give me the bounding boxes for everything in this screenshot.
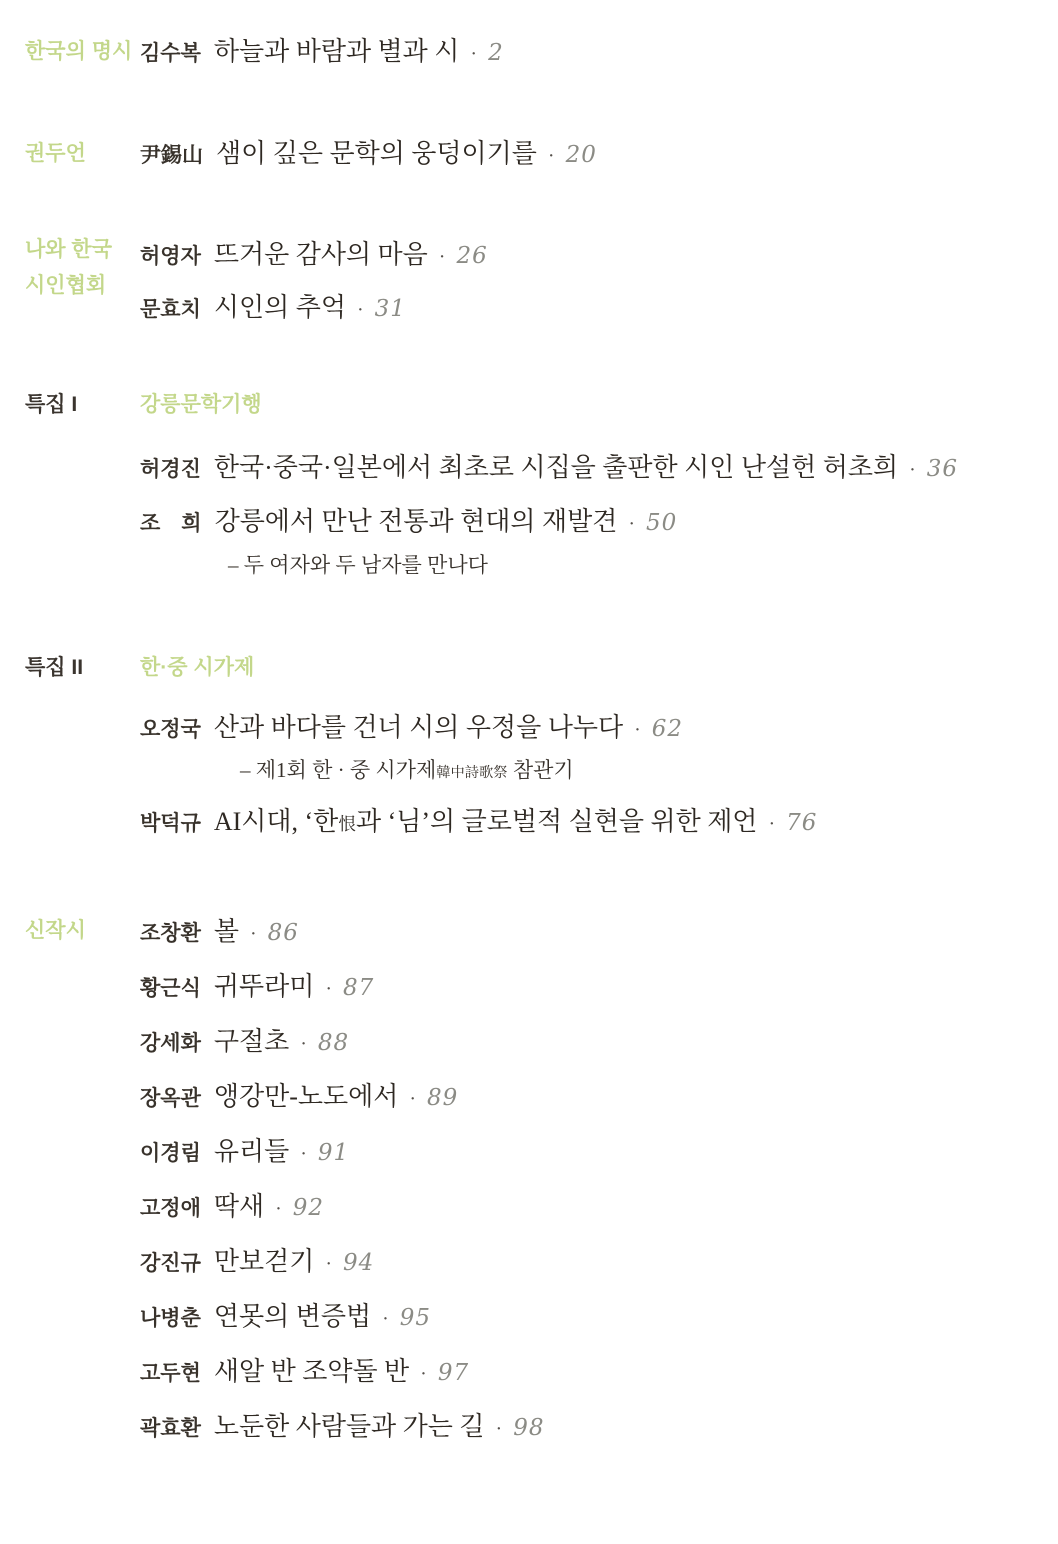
- entry-title: 볼: [213, 917, 239, 946]
- entry-author: 강진규: [140, 1252, 201, 1275]
- dot-separator: ·: [634, 719, 641, 741]
- entry-title: 산과 바다를 건너 시의 우정을 나누다: [213, 713, 624, 742]
- entry-author: 오정국: [140, 718, 201, 741]
- subtitle-text: – 제1회 한 · 중 시가제: [240, 758, 437, 782]
- entry-page-number: 94: [343, 1250, 375, 1276]
- section-label-korean-masterpiece: 한국의 명시: [25, 40, 133, 63]
- entry-author: 고정애: [140, 1197, 201, 1220]
- dot-separator: ·: [325, 978, 332, 1000]
- entry-title: 강릉에서 만난 전통과 현대의 재발견: [214, 507, 618, 536]
- subtitle-text: 참관기: [507, 758, 574, 782]
- toc-entry: [140, 972, 374, 1004]
- dot-separator: ·: [356, 299, 364, 321]
- entry-page-number: 91: [317, 1140, 350, 1166]
- entry-title: 노둔한 사람들과 가는 길: [213, 1412, 485, 1441]
- entry-title: 구절초: [213, 1027, 290, 1056]
- dot-separator: ·: [495, 1418, 503, 1440]
- entry-title: 유리들: [213, 1137, 290, 1166]
- section-label-line2: 시인협회: [25, 274, 107, 297]
- section-label-special1: 특집 I: [25, 393, 78, 416]
- dot-separator: ·: [909, 459, 916, 481]
- toc-entry: [140, 1192, 324, 1224]
- dot-separator: ·: [249, 923, 257, 945]
- entry-author: 김수복: [140, 42, 201, 65]
- entry-page-number: 2: [488, 40, 504, 66]
- entry-page-number: 26: [456, 243, 488, 269]
- toc-entry: [140, 1082, 458, 1114]
- entry-page-number: 88: [317, 1030, 350, 1056]
- entry-author: 조 희: [140, 512, 202, 535]
- entry-page-number: 95: [399, 1305, 432, 1331]
- entry-page-number: 89: [427, 1085, 459, 1111]
- toc-entry: [140, 37, 504, 69]
- toc-entry: [140, 240, 488, 272]
- entry-page-number: 31: [374, 296, 406, 322]
- dot-separator: ·: [768, 813, 776, 835]
- entry-page-number: 62: [651, 716, 684, 742]
- entry-title: 앵강만-노도에서: [213, 1082, 399, 1111]
- dot-separator: ·: [300, 1143, 307, 1165]
- entry-page-number: 87: [343, 975, 375, 1001]
- toc-entry: [140, 917, 299, 949]
- toc-entry: [140, 713, 683, 745]
- entry-author: 황근식: [140, 977, 201, 1000]
- entry-title: 연못의 변증법: [213, 1302, 372, 1331]
- title-text: 과 ‘님’의 글로벌적 실현을 위한 제언: [355, 807, 758, 836]
- entry-title: 하늘과 바람과 별과 시: [213, 37, 460, 66]
- toc-entry: [140, 807, 817, 839]
- title-hanja: 恨: [338, 814, 356, 834]
- entry-author: 조창환: [140, 922, 201, 945]
- toc-entry: [140, 1302, 431, 1334]
- dot-separator: ·: [420, 1363, 427, 1385]
- entry-author: 장옥관: [140, 1087, 201, 1110]
- entry-title: 새알 반 조약돌 반: [213, 1357, 410, 1386]
- entry-page-number: 36: [926, 456, 959, 482]
- entry-author: 나병춘: [140, 1307, 201, 1330]
- entry-page-number: 92: [292, 1195, 325, 1221]
- toc-entry: [140, 1247, 374, 1279]
- title-text: AI시대, ‘한: [213, 807, 339, 836]
- dot-separator: ·: [438, 246, 446, 268]
- entry-author: 곽효환: [140, 1417, 201, 1440]
- entry-title: [214, 807, 758, 836]
- dot-separator: ·: [409, 1088, 417, 1110]
- dot-separator: ·: [382, 1308, 389, 1330]
- entry-page-number: 20: [565, 142, 597, 168]
- toc-entry: [140, 139, 597, 171]
- section-heading-gangneung: 강릉문학기행: [140, 393, 262, 416]
- section-heading-han-jung: 한·중 시가제: [140, 656, 255, 679]
- section-label-new-poems: 신작시: [25, 919, 86, 942]
- entry-title: 딱새: [213, 1192, 265, 1221]
- section-label-foreword: 권두언: [25, 142, 86, 165]
- entry-author: 고두현: [140, 1362, 201, 1385]
- entry-page-number: 76: [786, 810, 818, 836]
- entry-author: 문효치: [140, 298, 201, 321]
- entry-title: 한국·중국·일본에서 최초로 시집을 출판한 시인 난설헌 허초희: [213, 453, 899, 482]
- subtitle-hanja: 韓中詩歌祭: [436, 765, 508, 781]
- entry-author: 허경진: [140, 458, 201, 481]
- entry-title: 귀뚜라미: [213, 972, 315, 1001]
- toc-entry: [140, 1357, 469, 1389]
- section-label-me-and-kpa: [25, 232, 112, 304]
- toc-entry: [140, 293, 406, 325]
- section-label-special2: 특집 II: [25, 656, 84, 679]
- entry-title: 시인의 추억: [213, 293, 346, 322]
- section-label-line1: 나와 한국: [25, 238, 112, 261]
- entry-author: 이경림: [140, 1142, 201, 1165]
- dot-separator: ·: [628, 513, 635, 535]
- entry-author: 박덕규: [140, 812, 201, 835]
- toc-entry: [140, 453, 958, 485]
- dot-separator: ·: [325, 1253, 332, 1275]
- toc-entry: [140, 1137, 349, 1169]
- toc-entry: [140, 1412, 544, 1444]
- entry-author: 尹錫山: [140, 144, 203, 167]
- toc-entry: [140, 1027, 349, 1059]
- dot-separator: ·: [547, 145, 555, 167]
- entry-author: 허영자: [140, 245, 201, 268]
- entry-page-number: 86: [267, 920, 299, 946]
- dot-separator: ·: [300, 1033, 307, 1055]
- entry-page-number: 98: [513, 1415, 545, 1441]
- entry-title: 만보걷기: [213, 1247, 315, 1276]
- entry-title: 샘이 깊은 문학의 웅덩이기를: [216, 139, 537, 168]
- dot-separator: ·: [275, 1198, 282, 1220]
- entry-title: 뜨거운 감사의 마음: [213, 240, 428, 269]
- dot-separator: ·: [470, 43, 478, 65]
- entry-page-number: 97: [437, 1360, 470, 1386]
- entry-subtitle: [240, 758, 574, 785]
- toc-entry: [140, 507, 677, 539]
- entry-author: 강세화: [140, 1032, 201, 1055]
- entry-subtitle: – 두 여자와 두 남자를 만나다: [228, 553, 488, 577]
- entry-page-number: 50: [646, 510, 678, 536]
